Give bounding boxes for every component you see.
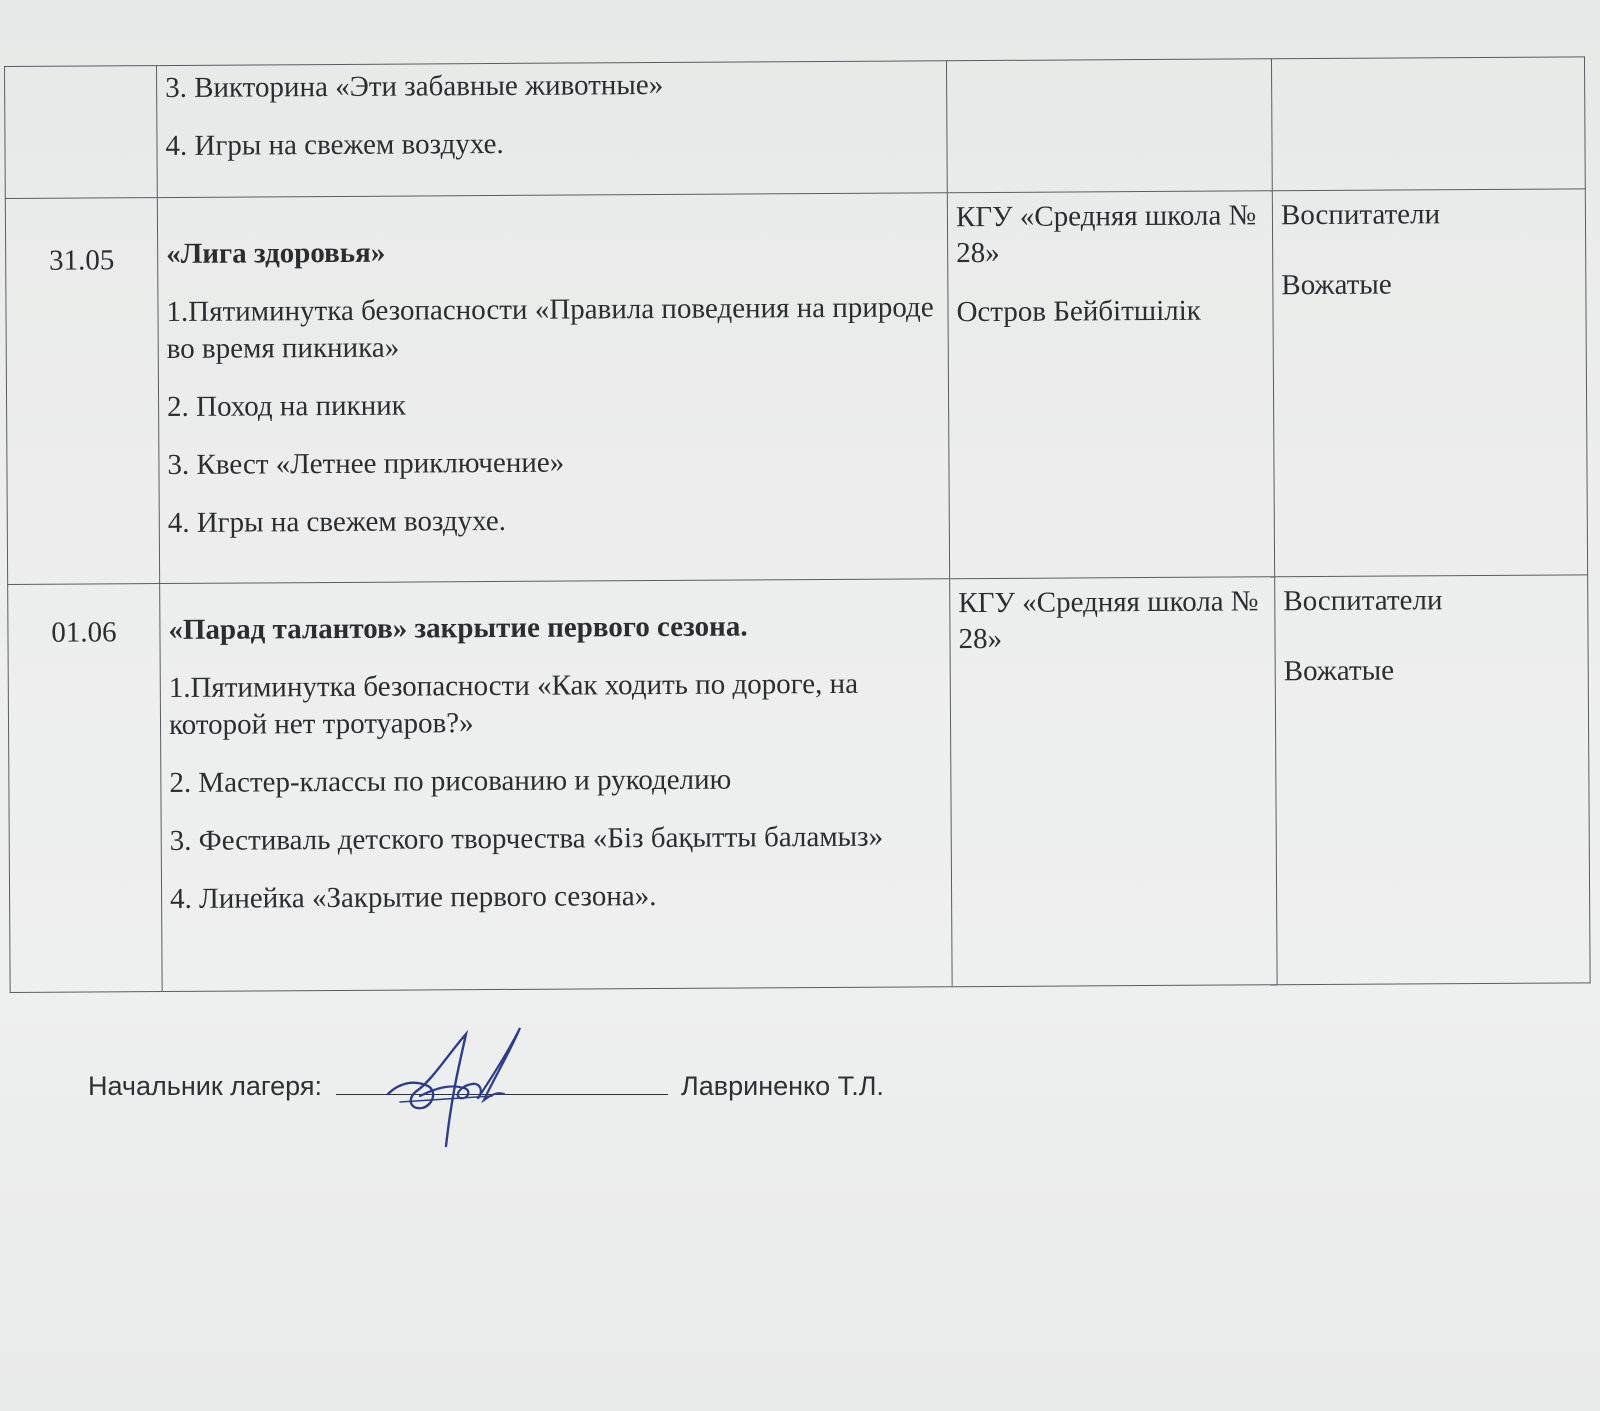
signer-role-label: Начальник лагеря: <box>88 1071 323 1101</box>
place-line: КГУ «Средняя школа № 28» <box>958 585 1259 656</box>
responsible-line: Вожатые <box>1281 268 1392 302</box>
responsible-line: Воспитатели <box>1283 584 1443 618</box>
table-row <box>5 189 1587 585</box>
handwritten-signature-icon <box>380 1022 540 1152</box>
responsible-line: Воспитатели <box>1280 198 1441 232</box>
activity-item: 1.Пятиминутка безопасности «Как ходить по дороге, на которой нет тротуаров?» <box>168 668 859 741</box>
activity-item: 3. Фестиваль детского творчества «Біз бақытты баламыз» <box>169 820 884 858</box>
place-line: Остров Бейбітшілік <box>956 294 1201 328</box>
place-cell <box>946 59 1272 193</box>
signer-name: Лавриненко Т.Л. <box>681 1071 884 1101</box>
responsible-cell <box>1271 57 1585 191</box>
activity-plan-table <box>4 56 1591 993</box>
activity-item: 1.Пятиминутка безопасности «Правила поведения на природе во время пикника» <box>166 291 934 365</box>
table-row <box>8 575 1590 993</box>
place-cell <box>950 577 1277 987</box>
event-title: «Парад талантов» закрытие первого сезона. <box>168 610 748 647</box>
responsible-cell <box>1272 189 1587 577</box>
activity-item: 4. Игры на свежем воздухе. <box>165 128 504 163</box>
activities-cell <box>160 579 952 992</box>
date-cell <box>5 66 158 199</box>
activity-item: 2. Мастер-классы по рисованию и рукоделию <box>169 763 732 799</box>
responsible-cell <box>1275 575 1590 985</box>
activities-cell <box>157 193 949 584</box>
activity-item: 4. Линейка «Закрытие первого сезона». <box>169 880 657 916</box>
activities-cell <box>157 61 948 198</box>
date-cell: 01.06 <box>8 584 162 993</box>
place-line: КГУ «Средняя школа № 28» <box>955 199 1257 270</box>
responsible-line: Вожатые <box>1283 654 1395 688</box>
place-cell <box>947 191 1274 579</box>
table-row <box>5 57 1586 199</box>
activity-item: 3. Квест «Летнее приключение» <box>167 446 565 482</box>
activity-item: 3. Викторина «Эти забавные животные» <box>165 68 664 105</box>
activity-item: 4. Игры на свежем воздухе. <box>167 505 507 540</box>
activity-item: 2. Поход на пикник <box>166 389 406 423</box>
date-cell: 31.05 <box>5 198 159 585</box>
event-title: «Лига здоровья» <box>166 236 386 271</box>
